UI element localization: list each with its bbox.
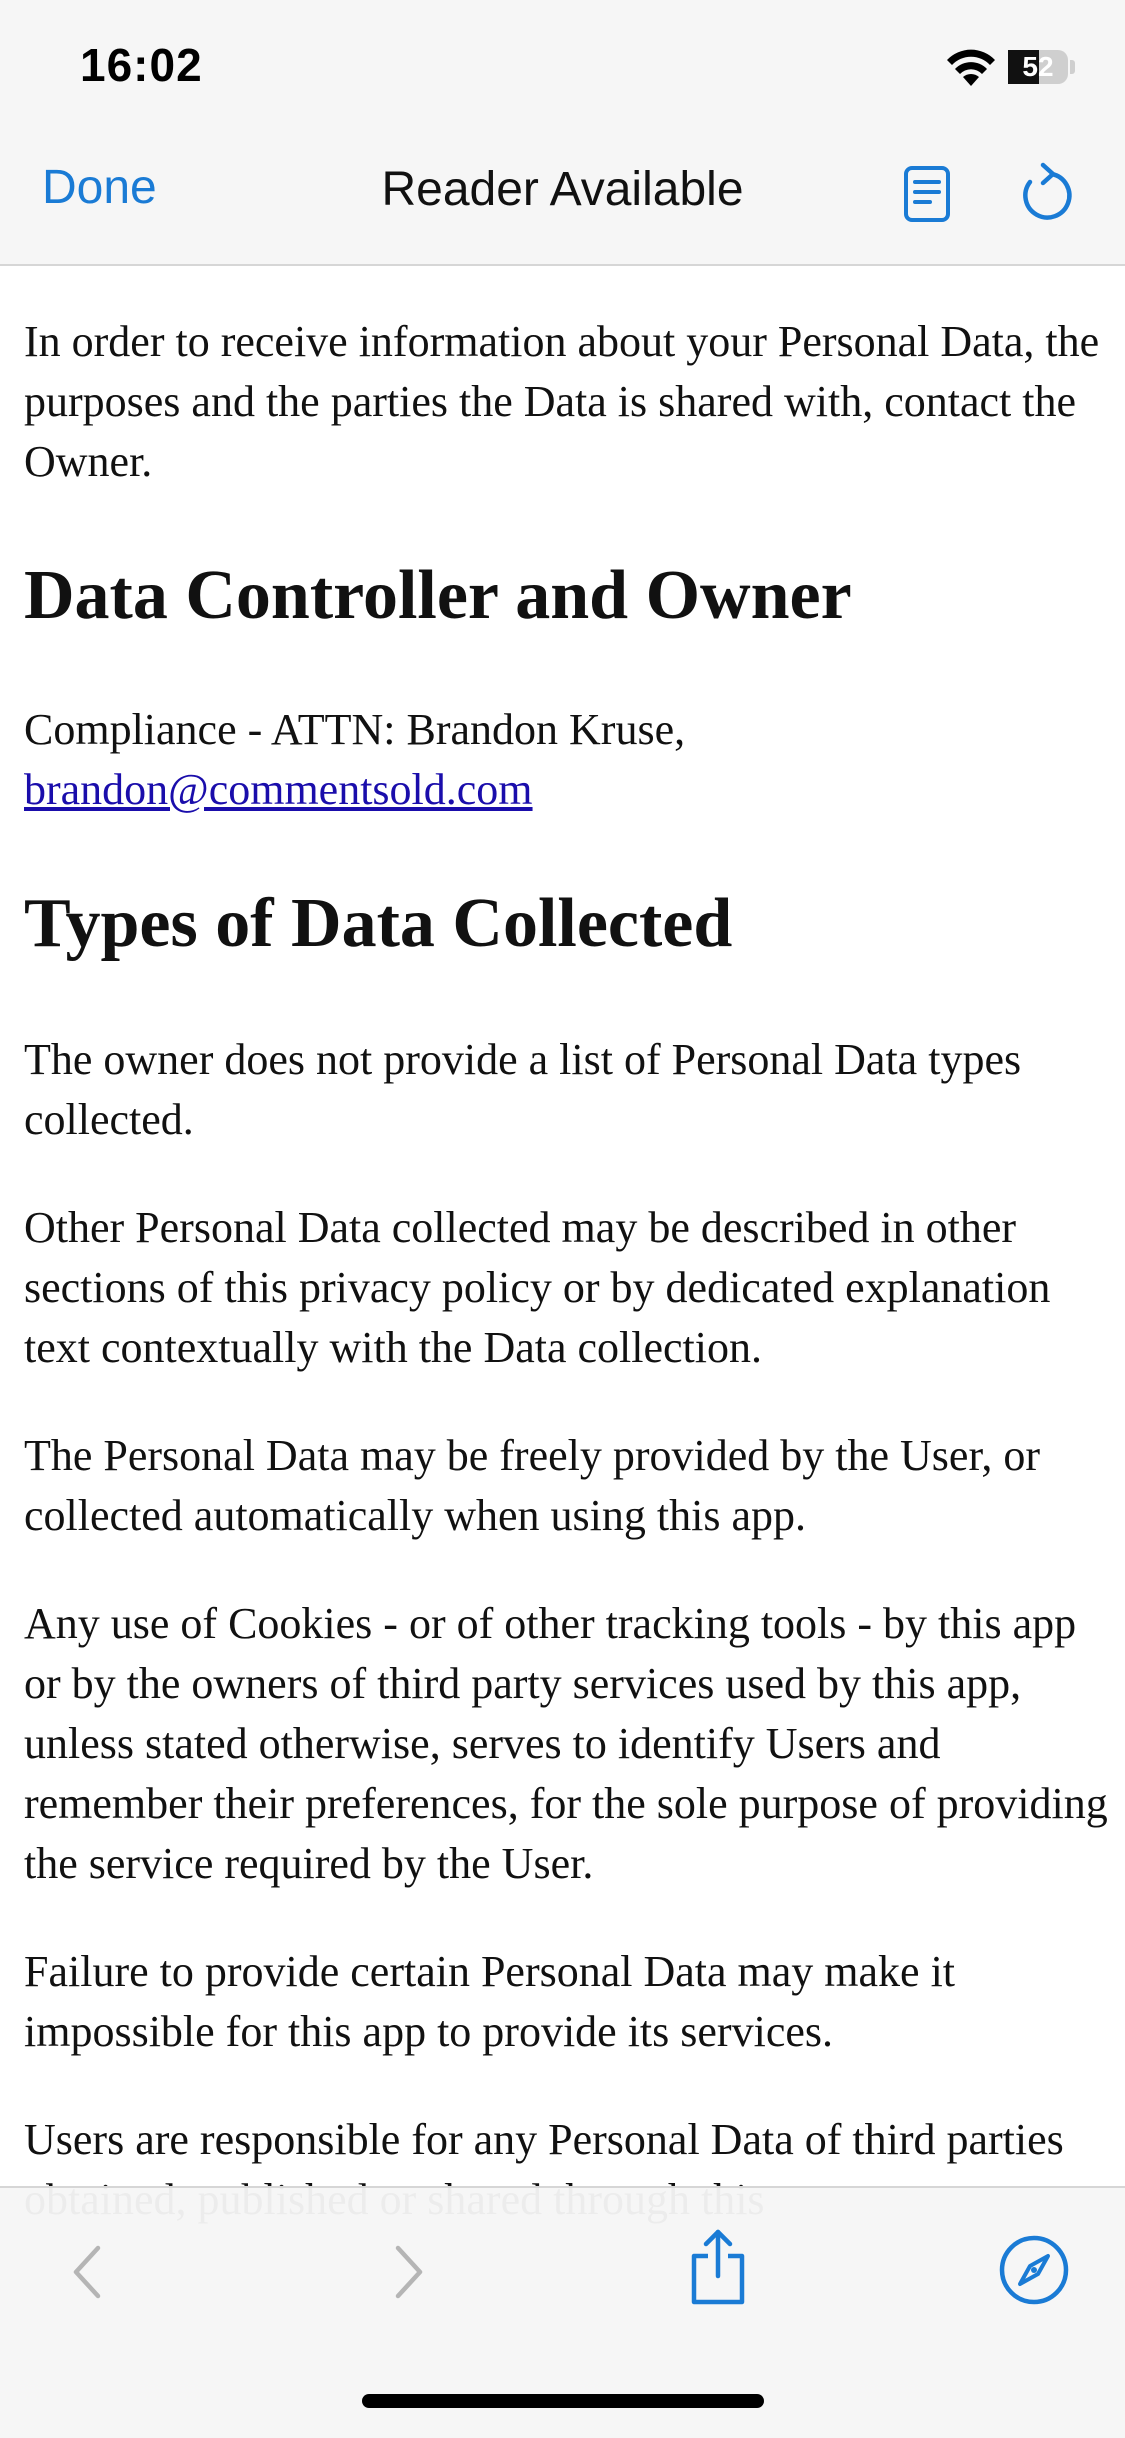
compass-icon[interactable] xyxy=(998,2234,1070,2306)
paragraph-other-data: Other Personal Data collected may be described in other sections of this privacy policy or by dedicated explanation text contextually with the Data collection. xyxy=(24,1203,1051,1372)
paragraph-users-responsible: Users are responsible for any Personal Data of third parties xyxy=(24,2115,1064,2164)
battery-nub xyxy=(1070,60,1075,74)
home-indicator[interactable] xyxy=(362,2394,764,2408)
chevron-left-icon[interactable] xyxy=(62,2240,112,2304)
nav-title: Reader Available xyxy=(381,163,744,216)
status-time: 16:02 xyxy=(80,39,203,91)
nav-bar xyxy=(0,130,1125,266)
reader-icon[interactable] xyxy=(902,164,952,224)
status-bar xyxy=(0,0,1125,130)
wifi-icon xyxy=(946,48,996,88)
heading-types-of-data: Types of Data Collected xyxy=(24,885,733,962)
compliance-text: Compliance - ATTN: Brandon Kruse, xyxy=(24,705,686,754)
paragraph-cookies: Any use of Cookies - or of other tracking tools - by this app or by the owners of third party services used by this app, unless stated otherwise, serves to identify Users and remember their preferences, for the sole purpose of providing the service required by the User. xyxy=(24,1599,1108,1888)
heading-data-controller: Data Controller and Owner xyxy=(24,557,852,634)
share-icon[interactable] xyxy=(686,2226,750,2306)
done-button[interactable]: Done xyxy=(42,161,157,214)
battery-icon xyxy=(1008,50,1068,84)
chevron-right-icon[interactable] xyxy=(384,2240,434,2304)
page-content xyxy=(24,264,1114,2184)
paragraph-compliance-contact xyxy=(24,700,685,820)
paragraph-failure: Failure to provide certain Personal Data may make it impossible for this app to provide its services. xyxy=(24,1947,956,2056)
email-link[interactable]: brandon@commentsold.com xyxy=(24,765,533,814)
battery-level: 52 xyxy=(1022,51,1054,82)
paragraph-no-list: The owner does not provide a list of Personal Data types collected. xyxy=(24,1035,1022,1144)
paragraph-personal-data-info: In order to receive information about your Personal Data, the purposes and the parties the Data is shared with, contact the Owner. xyxy=(24,317,1100,486)
paragraph-freely-provided: The Personal Data may be freely provided by the User, or collected automatically when using this app. xyxy=(24,1431,1040,1540)
reload-icon[interactable] xyxy=(1016,162,1078,226)
